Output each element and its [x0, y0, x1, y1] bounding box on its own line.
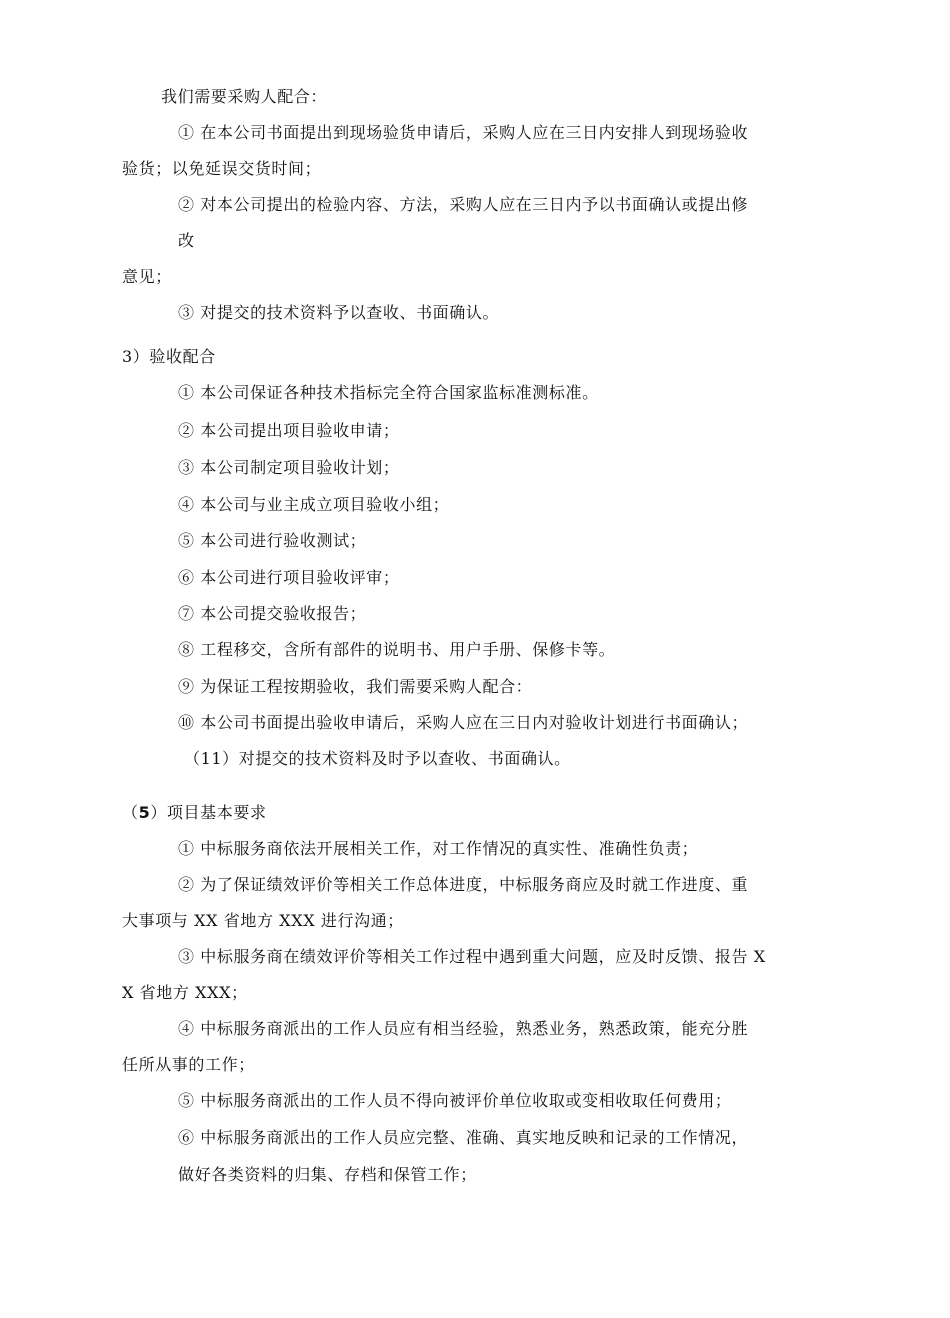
heading-number: 5 [138, 803, 151, 822]
acceptance-item: ④ 本公司与业主成立项目验收小组； [178, 495, 450, 514]
requirement-item-4-line-1: ④ 中标服务商派出的工作人员应有相当经验，熟悉业务，熟悉政策，能充分胜 [178, 1019, 749, 1038]
requirement-item-6-line-2: 做好各类资料的归集、存档和保管工作； [178, 1165, 477, 1184]
section-heading-basic-requirements [122, 802, 267, 824]
acceptance-item: ① 本公司保证各种技术指标完全符合国家监标准测标准。 [178, 383, 599, 402]
acceptance-item: （11）对提交的技术资料及时予以查收、书面确认。 [184, 749, 571, 768]
list-item-3: ③ 对提交的技术资料予以查收、书面确认。 [178, 303, 500, 322]
acceptance-item: ⑤ 本公司进行验收测试； [178, 531, 367, 550]
requirement-item-3-line-1: ③ 中标服务商在绩效评价等相关工作过程中遇到重大问题，应及时反馈、报告 X [178, 947, 766, 966]
requirement-item-2-line-2: 大事项与 XX 省地方 XXX 进行沟通； [122, 911, 404, 930]
list-item-1-line-1: ① 在本公司书面提出到现场验货申请后，采购人应在三日内安排人到现场验收 [178, 123, 749, 142]
list-item-2-line-2: 改 [178, 231, 195, 250]
acceptance-item: ② 本公司提出项目验收申请； [178, 421, 400, 440]
requirement-item-1: ① 中标服务商依法开展相关工作，对工作情况的真实性、准确性负责； [178, 839, 699, 858]
section-heading-acceptance: 3）验收配合 [122, 347, 216, 366]
list-item-2-line-3: 意见； [122, 267, 172, 286]
heading-text: ）项目基本要求 [150, 803, 267, 822]
requirement-item-4-line-2: 任所从事的工作； [122, 1055, 255, 1074]
requirement-item-3-line-2: X 省地方 XXX； [122, 983, 248, 1002]
heading-open-paren: （ [122, 803, 139, 822]
requirement-item-5: ⑤ 中标服务商派出的工作人员不得向被评价单位收取或变相收取任何费用； [178, 1091, 732, 1110]
intro-line: 我们需要采购人配合： [161, 87, 328, 106]
acceptance-item: ⑥ 本公司进行项目验收评审； [178, 568, 400, 587]
list-item-2-line-1: ② 对本公司提出的检验内容、方法，采购人应在三日内予以书面确认或提出修 [178, 195, 749, 214]
requirement-item-6-line-1: ⑥ 中标服务商派出的工作人员应完整、准确、真实地反映和记录的工作情况， [178, 1128, 749, 1147]
acceptance-item: ③ 本公司制定项目验收计划； [178, 458, 400, 477]
acceptance-item: ⑧ 工程移交，含所有部件的说明书、用户手册、保修卡等。 [178, 640, 616, 659]
acceptance-item: ⑨ 为保证工程按期验收，我们需要采购人配合： [178, 677, 533, 696]
requirement-item-2-line-1: ② 为了保证绩效评价等相关工作总体进度，中标服务商应及时就工作进度、重 [178, 875, 749, 894]
list-item-1-line-2: 验货；以免延误交货时间； [122, 159, 322, 178]
acceptance-item: ⑦ 本公司提交验收报告； [178, 604, 367, 623]
acceptance-item: ⑩ 本公司书面提出验收申请后，采购人应在三日内对验收计划进行书面确认； [178, 713, 749, 732]
